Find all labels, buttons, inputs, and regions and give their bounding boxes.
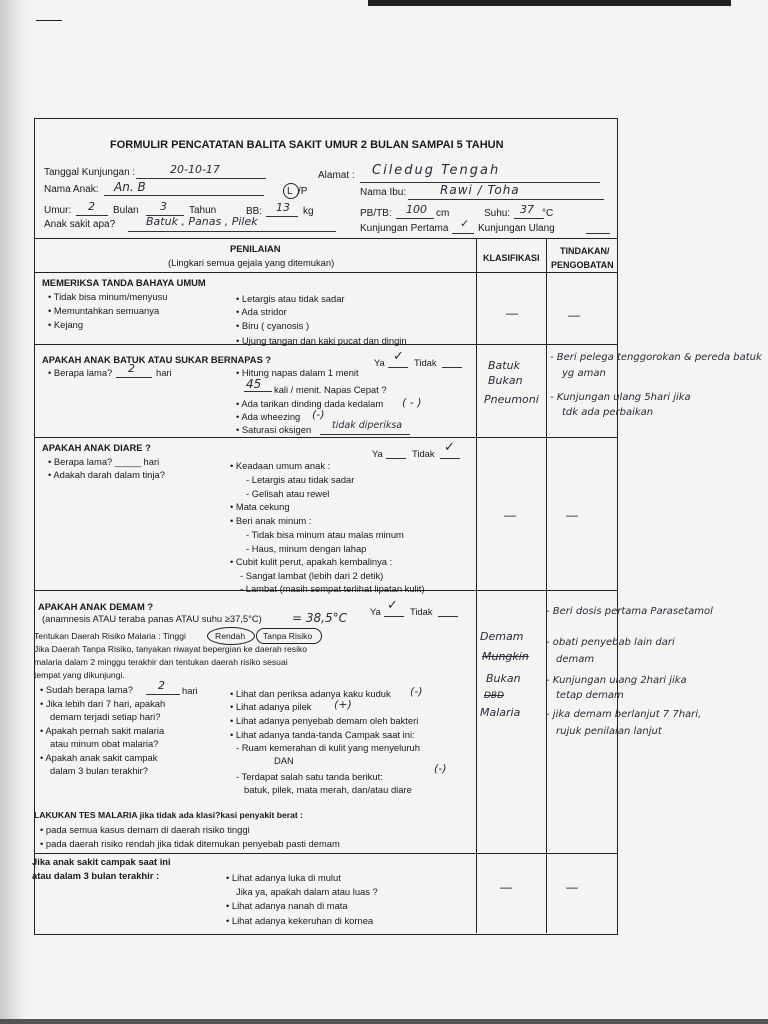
row-batuk-bottom <box>34 437 617 438</box>
demam-ya-mark: ✓ <box>387 598 398 613</box>
demam-para-1: Jika Daerah Tanpa Risiko, tanyakan riwayat bepergian ke daerah resiko <box>34 644 308 654</box>
diare-minum-1: - Haus, minum dengan lahap <box>246 543 367 554</box>
campak-item-2: • Lihat adanya nanah di mata <box>226 900 348 911</box>
demam-campak-value: (-) <box>434 762 447 775</box>
diare-tidak-mark: ✓ <box>444 440 455 455</box>
klasifikasi-header: KLASIFIKASI <box>483 253 540 263</box>
diare-tindakan: — <box>566 508 578 522</box>
demam-risiko-tanpa: Tanpa Risiko <box>263 631 313 641</box>
bahaya-tindakan: — <box>568 308 580 322</box>
demam-sudah-value: 2 <box>158 679 165 692</box>
suhu-value: 37 <box>520 203 534 216</box>
batuk-berapa-lama: • Berapa lama? <box>48 367 113 378</box>
pbtb-label: PB/TB: <box>360 208 392 219</box>
demam-right-2-value: (+) <box>334 698 352 711</box>
lp-label-p: /P <box>298 186 308 197</box>
cm-label: cm <box>436 208 450 219</box>
batuk-tidak-label: Tidak <box>414 357 437 368</box>
diare-minum-0: - Tidak bisa minum atau malas minum <box>246 529 404 540</box>
demam-tidak-label: Tidak <box>410 606 433 617</box>
sakit-apa-label: Anak sakit apa? <box>44 219 116 230</box>
col-klasifikasi-left <box>476 238 477 933</box>
alamat-value: Ciledug Tengah <box>372 163 501 178</box>
diare-left-1: • Adakah darah dalam tinja? <box>48 469 165 480</box>
campak-heading-2: atau dalam 3 bulan terakhir : <box>32 870 160 881</box>
pengobatan-header: PENGOBATAN <box>551 260 614 270</box>
tanggal-label: Tanggal Kunjungan : <box>44 167 136 178</box>
demam-klasifikasi-2: Bukan <box>486 672 521 685</box>
form-title: FORMULIR PENCATATAN BALITA SAKIT UMUR 2 BULAN SAMPAI 5 TAHUN <box>110 139 504 151</box>
batuk-wheezing-value: (-) <box>312 408 325 421</box>
batuk-tindakan-1: yg aman <box>562 368 606 379</box>
demam-tindakan-6: rujuk penilaian lanjut <box>556 726 662 737</box>
batuk-klasifikasi-0: Batuk <box>488 359 520 372</box>
batuk-tidak-underline <box>442 367 462 368</box>
nama-anak-label: Nama Anak: <box>44 184 99 195</box>
diare-klasifikasi: — <box>504 508 516 522</box>
bahaya-left-0: • Tidak bisa minum/menyusu <box>48 291 168 302</box>
demam-right-8: batuk, pilek, mata merah, dan/atau diare <box>244 784 412 795</box>
penilaian-header: PENILAIAN <box>230 243 281 254</box>
demam-para-3: tempat yang dikunjungi. <box>34 670 125 680</box>
kunjungan-ulang-label: Kunjungan Ulang <box>478 223 555 234</box>
demam-left-1: demam terjadi setiap hari? <box>50 711 161 722</box>
scan-bottom-edge <box>0 1019 768 1024</box>
demam-klasifikasi-4: Malaria <box>480 706 521 719</box>
alamat-label: Alamat : <box>318 170 355 181</box>
batuk-kali-menit: kali / menit. Napas Cepat ? <box>274 384 387 395</box>
lp-label-l: L <box>287 186 293 197</box>
batuk-tindakan-3: tdk ada perbaikan <box>562 407 654 418</box>
penilaian-subheader: (Lingkari semua gejala yang ditemukan) <box>168 257 335 268</box>
demam-tindakan-0: - Beri dosis pertama Parasetamol <box>546 606 713 617</box>
diare-cubit-1: - Lambat (masih sempat terlihat lipatan kulit) <box>240 583 425 594</box>
table-top-line <box>34 238 617 239</box>
umur-tahun-value: 3 <box>160 200 167 213</box>
demam-risiko-label: Tentukan Daerah Risiko Malaria : Tinggi <box>34 631 186 641</box>
suhu-unit: °C <box>542 208 554 219</box>
demam-para-2: malaria dalam 2 minggu terakhir dan tentukan daerah risiko sesuai <box>34 657 288 667</box>
demam-right-3: • Lihat adanya penyebab demam oleh bakteri <box>230 715 419 726</box>
demam-lakukan-0: • pada semua kasus demam di daerah risiko tinggi <box>40 824 250 835</box>
col-tindakan-left <box>546 238 547 933</box>
nama-ibu-value: Rawi / Toha <box>440 183 520 197</box>
suhu-underline <box>514 218 544 219</box>
bahaya-right-3: • Ujung tangan dan kaki pucat dan dingin <box>236 335 407 346</box>
bahaya-right-0: • Letargis atau tidak sadar <box>236 293 345 304</box>
demam-right-1-value: (-) <box>410 685 423 698</box>
demam-klasifikasi-1: Mungkin <box>482 650 529 663</box>
batuk-tindakan-2: - Kunjungan ulang 5hari jika <box>550 392 691 403</box>
batuk-ya-underline <box>388 367 408 368</box>
umur-bulan-value: 2 <box>88 200 95 213</box>
kg-label: kg <box>303 206 314 217</box>
diare-tidak-underline <box>440 458 460 459</box>
demam-sudah: • Sudah berapa lama? <box>40 684 133 695</box>
bahaya-heading: MEMERIKSA TANDA BAHAYA UMUM <box>42 277 206 288</box>
batuk-saturasi-value: tidak diperiksa <box>332 420 403 431</box>
batuk-klasifikasi-1: Bukan <box>488 374 523 387</box>
bb-value: 13 <box>276 201 290 214</box>
batuk-hitung: • Hitung napas dalam 1 menit <box>236 367 359 378</box>
demam-left-2: • Apakah pernah sakit malaria <box>40 725 165 736</box>
diare-item-0: - Letargis atau tidak sadar <box>246 474 355 485</box>
batuk-saturasi-underline <box>320 434 410 435</box>
demam-right-7: - Terdapat salah satu tanda berikut: <box>236 771 383 782</box>
demam-tidak-underline <box>438 616 458 617</box>
demam-suhu-value: = 38,5°C <box>292 611 347 625</box>
nama-ibu-underline <box>408 199 604 200</box>
batuk-wheezing: • Ada wheezing <box>236 411 301 422</box>
demam-tindakan-3: - Kunjungan ulang 2hari jika <box>546 675 687 686</box>
bulan-label: Bulan <box>113 205 139 216</box>
pbtb-value: 100 <box>406 203 427 216</box>
kunjungan-pertama-label: Kunjungan Pertama <box>360 223 449 234</box>
bb-label: BB: <box>246 206 263 217</box>
diare-tidak-label: Tidak <box>412 448 435 459</box>
diare-left-0: • Berapa lama? _____ hari <box>48 456 160 467</box>
diare-cubit: • Cubit kulit perut, apakah kembalinya : <box>230 556 393 567</box>
tahun-label: Tahun <box>189 205 217 216</box>
kunjungan-pertama-mark: ✓ <box>460 217 470 230</box>
demam-tindakan-5: - jika demam berlanjut 7 7hari, <box>546 709 702 720</box>
demam-right-1: • Lihat dan periksa adanya kaku kuduk <box>230 688 391 699</box>
batuk-tindakan-0: - Beri pelega tenggorokan & pereda batuk <box>550 352 762 363</box>
demam-right-2: • Lihat adanya pilek <box>230 701 312 712</box>
demam-heading: APAKAH ANAK DEMAM ? <box>38 601 154 612</box>
scan-top-edge <box>368 0 731 6</box>
diare-cubit-0: - Sangat lambat (lebih dari 2 detik) <box>240 570 384 581</box>
campak-tindakan: — <box>566 880 578 894</box>
campak-heading-1: Jika anak sakit campak saat ini <box>32 856 171 867</box>
batuk-ya-mark: ✓ <box>393 349 404 364</box>
bahaya-right-1: • Ada stridor <box>236 306 287 317</box>
batuk-klasifikasi-2: Pneumoni <box>484 393 539 406</box>
bahaya-klasifikasi: — <box>506 306 518 320</box>
demam-hari: hari <box>182 685 198 696</box>
bahaya-left-1: • Memuntahkan semuanya <box>48 305 160 316</box>
suhu-label: Suhu: <box>484 208 511 219</box>
batuk-tarikan: • Ada tarikan dinding dada kedalam <box>236 398 384 409</box>
campak-item-1: Jika ya, apakah dalam atau luas ? <box>236 886 378 897</box>
demam-anamnesis: (anamnesis ATAU teraba panas ATAU suhu ≥37,5°C) <box>42 613 262 624</box>
nama-anak-underline <box>104 195 264 196</box>
pbtb-underline <box>396 218 434 219</box>
diare-mata: • Mata cekung <box>230 501 290 512</box>
diare-keadaan: • Keadaan umum anak : <box>230 460 331 471</box>
page-edge-shadow <box>0 0 28 1024</box>
demam-left-0: • Jika lebih dari 7 hari, apakah <box>40 698 166 709</box>
tanggal-underline <box>136 178 266 179</box>
diare-item-1: - Gelisah atau rewel <box>246 488 330 499</box>
demam-tindakan-1: - obati penyebab lain dari <box>546 637 675 648</box>
batuk-hitung-value: 45 <box>246 377 262 391</box>
batuk-heading: APAKAH ANAK BATUK ATAU SUKAR BERNAPAS ? <box>42 354 272 365</box>
demam-tindakan-2: demam <box>556 654 595 665</box>
diare-ya-underline <box>386 458 406 459</box>
bb-underline <box>266 216 298 217</box>
sakit-apa-underline <box>128 231 336 232</box>
demam-klasifikasi-0: Demam <box>480 630 524 643</box>
diare-heading: APAKAH ANAK DIARE ? <box>42 442 151 453</box>
batuk-saturasi: • Saturasi oksigen <box>236 424 312 435</box>
batuk-berapa-lama-underline <box>116 377 152 378</box>
umur-label: Umur: <box>44 205 72 216</box>
campak-klasifikasi: — <box>500 880 512 894</box>
demam-right-6: DAN <box>274 755 294 766</box>
demam-left-5: dalam 3 bulan terakhir? <box>50 765 148 776</box>
tindakan-header: TINDAKAN/ <box>560 246 610 256</box>
kunjungan-ulang-underline <box>586 233 610 234</box>
row-demam-bottom <box>34 853 617 854</box>
demam-risiko-rendah: Rendah <box>215 631 246 641</box>
demam-lakukan-1: • pada daerah risiko rendah jika tidak ditemukan penyebab pasti demam <box>40 838 340 849</box>
bahaya-left-2: • Kejang <box>48 319 84 330</box>
demam-right-5: - Ruam kemerahan di kulit yang menyeluruh <box>236 742 420 753</box>
demam-ya-underline <box>384 616 404 617</box>
scan-mark <box>36 20 62 21</box>
batuk-hitung-underline <box>244 391 272 392</box>
sakit-apa-value: Batuk , Panas , Pilek <box>146 215 258 228</box>
campak-item-0: • Lihat adanya luka di mulut <box>226 872 341 883</box>
umur-bulan-underline <box>76 215 108 216</box>
diare-minum: • Beri anak minum : <box>230 515 312 526</box>
diare-ya-label: Ya <box>372 448 383 459</box>
batuk-berapa-lama-value: 2 <box>128 362 135 375</box>
campak-item-3: • Lihat adanya kekeruhan di kornea <box>226 915 374 926</box>
nama-ibu-label: Nama Ibu: <box>360 187 407 198</box>
kunjungan-pertama-underline <box>452 233 474 234</box>
demam-sudah-underline <box>146 694 180 695</box>
demam-left-4: • Apakah anak sakit campak <box>40 752 158 763</box>
bahaya-right-2: • Biru ( cyanosis ) <box>236 320 310 331</box>
demam-ya-label: Ya <box>370 606 381 617</box>
demam-klasifikasi-3: DBD <box>484 691 505 701</box>
demam-tindakan-4: tetap demam <box>556 690 624 701</box>
batuk-ya-label: Ya <box>374 357 385 368</box>
batuk-hari: hari <box>156 367 172 378</box>
demam-lakukan: LAKUKAN TES MALARIA jika tidak ada klasi?kasi penyakit berat : <box>34 810 304 820</box>
nama-anak-value: An. B <box>114 180 146 194</box>
demam-right-4: • Lihat adanya tanda-tanda Campak saat ini: <box>230 729 415 740</box>
demam-left-3: atau minum obat malaria? <box>50 738 159 749</box>
batuk-tarikan-value: ( - ) <box>402 396 422 409</box>
tanggal-value: 20-10-17 <box>170 163 220 176</box>
header-bottom-line <box>34 272 617 273</box>
